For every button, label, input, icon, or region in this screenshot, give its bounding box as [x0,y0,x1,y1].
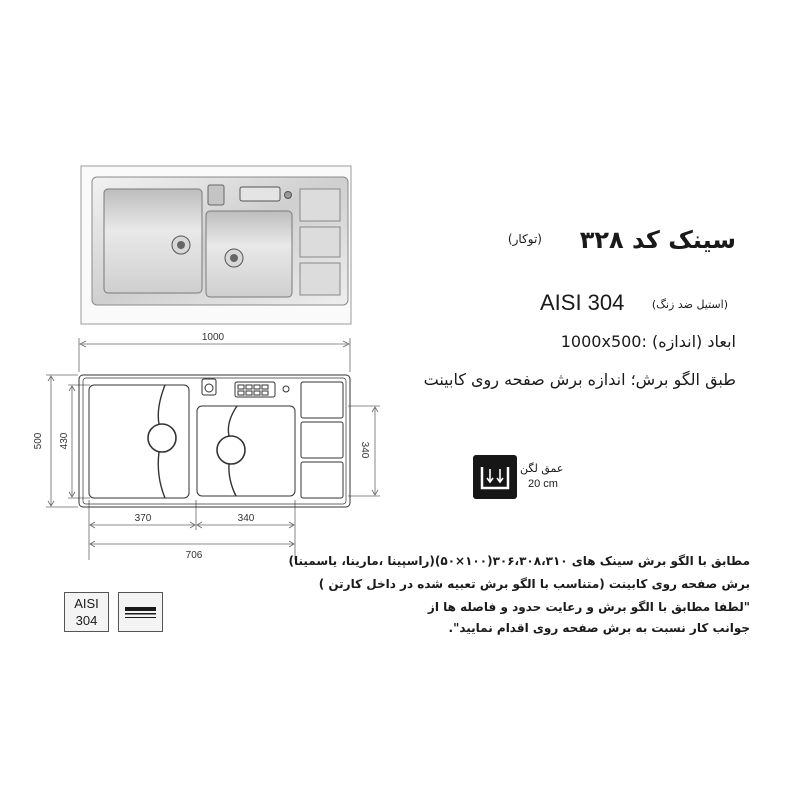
photo-right-bowl [206,211,292,297]
sink-photo [80,165,352,325]
drawing-drainboard-3 [301,462,343,498]
drawing-right-drain [217,436,245,464]
technical-drawing [20,330,400,570]
note-line-2: برش صفحه روی کابینت (متناسب با الگو برش تعبیه شده در داخل کارتن ) [318,577,750,591]
product-subtitle: (توکار) [507,232,542,246]
aisi-badge-line2: 304 [75,613,98,628]
steel-gauge-badge [118,592,163,632]
dim-width-label: 1000 [201,332,225,343]
drawing-left-drain [148,424,176,452]
drawing-right-bowl [197,406,295,496]
dim-bowls-total-label: 706 [185,550,203,561]
product-title: سینک کد ۳۲۸ [579,226,736,254]
dim-height-label: 500 [33,432,44,450]
cut-template-line: طبق الگو برش؛ اندازه برش صفحه روی کابینت [423,370,736,389]
aisi-badge [64,592,109,632]
drawing-left-bowl [89,385,189,498]
size-line: 1000x500: ابعاد (اندازه) [560,332,736,351]
drawing-drainboard-1 [301,382,343,418]
depth-label: عمق لگن [520,462,564,475]
dim-bowl-height-label: 340 [359,441,370,459]
bowl-depth-icon [473,455,517,499]
dim-inner-height-label: 430 [59,432,70,450]
material-code: AISI 304 [540,290,625,315]
drawing-drainboard-2 [301,422,343,458]
note-line-3: "لطفا مطابق با الگو برش و رعایت حدود و فاصله ها از [427,600,750,614]
dim-right-bowl-label: 340 [237,513,255,524]
note-line-4: جوانب کار نسبت به برش صفحه روی اقدام نمایید". [448,621,750,635]
photo-control-panel [240,187,280,201]
material-description: (استیل ضد زنگ) [651,298,728,311]
photo-faucet-hole [208,185,224,205]
depth-value: 20 cm [528,478,558,490]
photo-drainboard [300,189,340,295]
aisi-badge-line1: AISI [74,596,99,611]
steel-thickness-icon [119,593,162,631]
drawing-faucet-hole [202,379,216,395]
dim-left-bowl-label: 370 [134,513,152,524]
note-line-1: مطابق با الگو برش سینک های ۳۰۶،۳۰۸،۳۱۰(۱۰۰×۵۰)(راسپینا ،مارینا، یاسمینا) [288,554,750,568]
